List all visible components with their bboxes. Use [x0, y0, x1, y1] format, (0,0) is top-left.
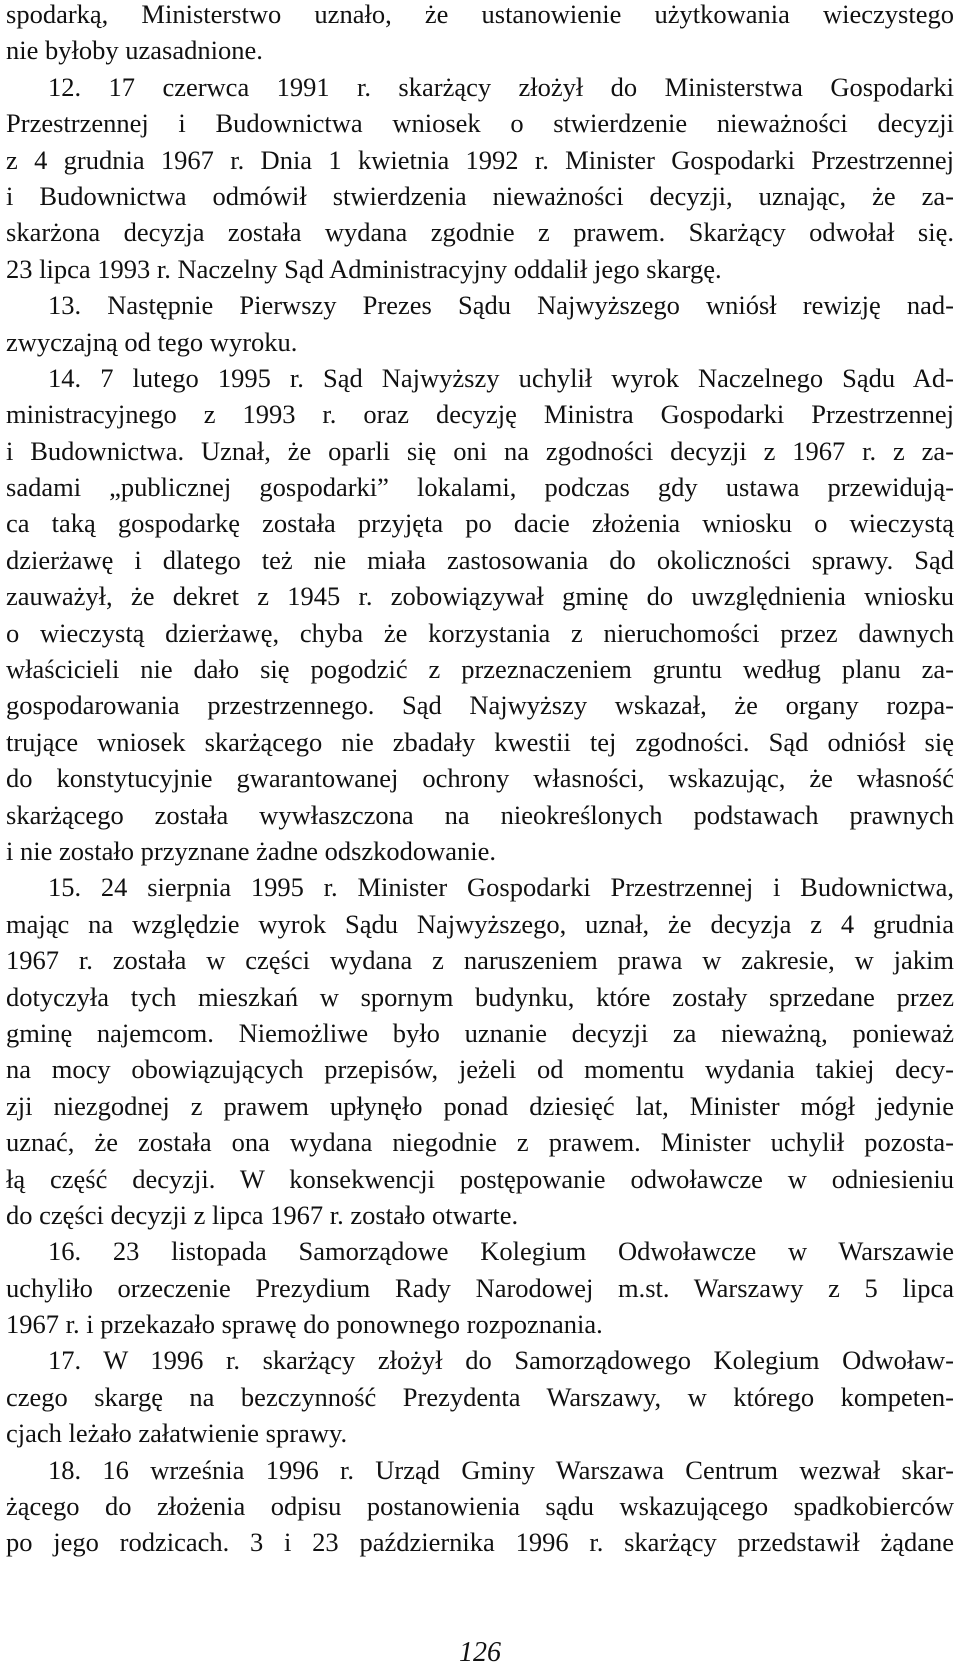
text-line: 12. 17 czerwca 1991 r. skarżący złożył do Ministerstwa Gospodarki [48, 71, 954, 102]
text-line: 13. Następnie Pierwszy Prezes Sądu Najwyższego wniósł rewizję nad- [48, 290, 954, 321]
text-line: 15. 24 sierpnia 1995 r. Minister Gospodarki Przestrzennej i Budownictwa, [48, 872, 954, 903]
body-text [6, 0, 954, 1561]
text-line: 18. 16 września 1996 r. Urząd Gminy Warszawa Centrum wezwał skar- [48, 1454, 954, 1485]
text-line: z 4 grudnia 1967 r. Dnia 1 kwietnia 1992 r. Minister Gospodarki Przestrzennej [6, 144, 954, 175]
text-line: po jego rodzicach. 3 i 23 października 1996 r. skarżący przedstawił żądane [6, 1527, 954, 1558]
text-line: żącego do złożenia odpisu postanowienia sądu wskazującego spadkobierców [6, 1491, 954, 1522]
text-line: 1967 r. i przekazało sprawę do ponownego rozpoznania. [6, 1309, 603, 1340]
page-number: 126 [459, 1637, 501, 1668]
text-line: cjach leżało załatwienie sprawy. [6, 1418, 348, 1449]
text-line: 16. 23 listopada Samorządowe Kolegium Odwoławcze w Warszawie [48, 1236, 954, 1267]
text-line: 14. 7 lutego 1995 r. Sąd Najwyższy uchylił wyrok Naczelnego Sądu Ad- [48, 362, 954, 393]
text-line: uznać, że została ona wydana niegodnie z prawem. Minister uchylił pozosta- [6, 1127, 954, 1158]
text-line: do części decyzji z lipca 1967 r. zostało otwarte. [6, 1199, 519, 1230]
text-line: do konstytucyjnie gwarantowanej ochrony własności, wskazując, że własność [6, 763, 954, 794]
text-line: nie byłoby uzasadnione. [6, 35, 263, 66]
text-line: mając na względzie wyrok Sądu Najwyższego, uznał, że decyzja z 4 grudnia [6, 908, 954, 939]
text-line: Przestrzennej i Budownictwa wniosek o stwierdzenie nieważności decyzji [6, 108, 954, 139]
text-line: na mocy obowiązujących przepisów, jeżeli od momentu wydania takiej decy- [6, 1054, 954, 1085]
text-line: łą część decyzji. W konsekwencji postępowanie odwoławcze w odniesieniu [6, 1163, 954, 1194]
text-line: trujące wniosek skarżącego nie zbadały kwestii tej zgodności. Sąd odniósł się [6, 726, 954, 757]
text-line: i nie zostało przyznane żadne odszkodowanie. [6, 835, 497, 866]
text-line: skarżącego została wywłaszczona na nieokreślonych podstawach prawnych [6, 799, 954, 830]
text-line: właścicieli nie dało się pogodzić z przeznaczeniem gruntu według planu za- [6, 654, 954, 685]
text-line: zauważył, że dekret z 1945 r. zobowiązywał gminę do uwzględnienia wniosku [6, 581, 954, 612]
text-line: ministracyjnego z 1993 r. oraz decyzję Ministra Gospodarki Przestrzennej [6, 399, 954, 430]
text-line: dotyczyła tych mieszkań w spornym budynku, które zostały sprzedane przez [6, 981, 954, 1012]
text-line: 17. W 1996 r. skarżący złożył do Samorządowego Kolegium Odwoław- [48, 1345, 954, 1376]
text-line: zwyczajną od tego wyroku. [6, 326, 298, 357]
text-line: o wieczystą dzierżawę, chyba że korzystania z nieruchomości przez dawnych [6, 617, 954, 648]
text-line: dzierżawę i dlatego też nie miała zastosowania do okoliczności sprawy. Sąd [6, 544, 954, 575]
text-line: zji niezgodnej z prawem upłynęło ponad dziesięć lat, Minister mógł jedynie [6, 1090, 954, 1121]
text-line: gminę najemcom. Niemożliwe było uznanie decyzji za nieważną, ponieważ [6, 1017, 954, 1048]
text-line: i Budownictwa odmówił stwierdzenia nieważności decyzji, uznając, że za- [6, 180, 954, 211]
text-line: ca taką gospodarkę została przyjęta po dacie złożenia wniosku o wieczystą [6, 508, 954, 539]
text-line: 1967 r. została w części wydana z naruszeniem prawa w zakresie, w jakim [6, 945, 954, 976]
text-line: uchyliło orzeczenie Prezydium Rady Narodowej m.st. Warszawy z 5 lipca [6, 1272, 954, 1303]
text-line: spodarką, Ministerstwo uznało, że ustanowienie użytkowania wieczystego [6, 0, 954, 29]
text-line: skarżona decyzja została wydana zgodnie z prawem. Skarżący odwołał się. [6, 217, 954, 248]
text-line: czego skargę na bezczynność Prezydenta Warszawy, w którego kompeten- [6, 1381, 954, 1412]
text-line: 23 lipca 1993 r. Naczelny Sąd Administracyjny oddalił jego skargę. [6, 253, 722, 284]
text-line: i Budownictwa. Uznał, że oparli się oni na zgodności decyzji z 1967 r. z za- [6, 435, 954, 466]
text-line: gospodarowania przestrzennego. Sąd Najwyższy wskazał, że organy rozpa- [6, 690, 954, 721]
text-line: sadami „publicznej gospodarki” lokalami, podczas gdy ustawa przewidują- [6, 472, 954, 503]
